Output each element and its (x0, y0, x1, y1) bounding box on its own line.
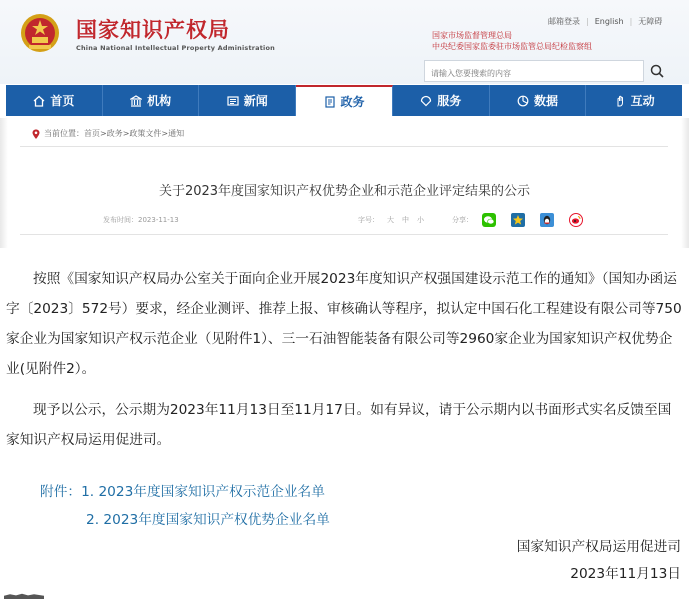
chart-icon (517, 95, 529, 107)
nav-label: 机构 (147, 94, 172, 108)
nav-item-institution[interactable] (103, 85, 200, 116)
font-size-large[interactable]: 大 (387, 216, 394, 224)
article-title: 关于2023年度国家知识产权优势企业和示范企业评定结果的公示 (158, 184, 531, 199)
site-header (0, 0, 689, 84)
national-emblem-icon (20, 12, 60, 56)
institution-icon (130, 95, 142, 107)
main-nav (6, 85, 682, 116)
font-size-medium[interactable]: 中 (402, 216, 409, 224)
attachment-link-1[interactable]: 附件：1. 2023年度国家知识产权示范企业名单 (40, 484, 325, 500)
service-icon (420, 95, 432, 107)
font-size-small[interactable]: 小 (417, 216, 424, 224)
divider (20, 234, 668, 235)
org-link-inspection[interactable]: 中央纪委国家监委驻市场监管总局纪检监察组 (432, 42, 592, 51)
search-box (424, 60, 644, 82)
nav-item-service[interactable] (393, 85, 490, 116)
share-icons (482, 212, 583, 226)
site-subtitle: China National Intellectual Property Administration (76, 44, 275, 52)
nav-label: 互动 (630, 94, 655, 108)
breadcrumb-text[interactable]: 当前位置：首页>政务>政策文件>通知 (44, 129, 185, 138)
wechat-icon[interactable] (482, 212, 496, 226)
mail-login-link[interactable]: 邮箱登录 (548, 17, 580, 26)
nav-item-home[interactable] (6, 85, 103, 116)
share-label: 分享： (452, 216, 473, 224)
paragraph-text-1: 按照《国家知识产权局办公室关于面向企业开展2023年度知识产权强国建设示范工作的通知》（国知办函运字〔2023〕572号）要求，经企业测评、推荐上报、审核确认等程序，拟认定中国石化工程建设有限公司等750家企业为国家知识产权示范企业（见附件1）、三一石油智能装备有限公司等2960家企业为国家知识产权优势企业(见附件2）。 (6, 271, 682, 377)
nav-label: 新闻 (243, 94, 268, 108)
accessibility-link[interactable]: 无障碍 (638, 17, 663, 26)
breadcrumb (32, 128, 184, 139)
nav-item-government[interactable] (296, 85, 393, 116)
favorite-icon[interactable] (511, 212, 525, 226)
qq-icon[interactable] (540, 212, 554, 226)
site-title[interactable]: 国家知识产权局 (76, 18, 230, 42)
attachment-link-2[interactable]: 2. 2023年度国家知识产权优势企业名单 (86, 512, 330, 528)
font-size-selector (358, 215, 432, 225)
location-icon (32, 129, 40, 139)
publish-date: 发布时间：2023-11-13 (103, 216, 179, 224)
home-icon (33, 95, 45, 107)
nav-label: 首页 (50, 94, 75, 108)
nav-label: 服务 (437, 94, 462, 108)
top-links: 邮箱登录 | English | 无障碍 (548, 17, 663, 26)
cut-off-text-fragment (4, 591, 44, 599)
article-paragraph (6, 395, 684, 455)
nav-label: 政务 (340, 95, 365, 109)
weibo-icon[interactable] (569, 212, 583, 226)
font-size-label: 字号： (358, 216, 379, 224)
english-link[interactable]: English (594, 17, 624, 26)
signature: 国家知识产权局运用促进司 (516, 539, 681, 555)
article-paragraph (6, 264, 684, 384)
search-icon (650, 64, 664, 78)
nav-item-interaction[interactable] (586, 85, 682, 116)
org-link-samr[interactable]: 国家市场监督管理总局 (432, 31, 512, 40)
divider (20, 146, 668, 147)
newspaper-icon (227, 95, 239, 107)
nav-label: 数据 (533, 94, 558, 108)
sign-date: 2023年11月13日 (570, 566, 681, 582)
nav-item-news[interactable] (199, 85, 296, 116)
paragraph-text-2: 现予以公示，公示期为2023年11月13日至11月17日。如有异议，请于公示期内以书面形式实名反馈至国家知识产权局运用促进司。 (6, 402, 672, 448)
search-button[interactable] (644, 60, 670, 82)
nav-item-data[interactable] (490, 85, 587, 116)
document-icon (324, 96, 336, 108)
hand-icon (614, 95, 626, 107)
search-input[interactable] (425, 65, 637, 83)
